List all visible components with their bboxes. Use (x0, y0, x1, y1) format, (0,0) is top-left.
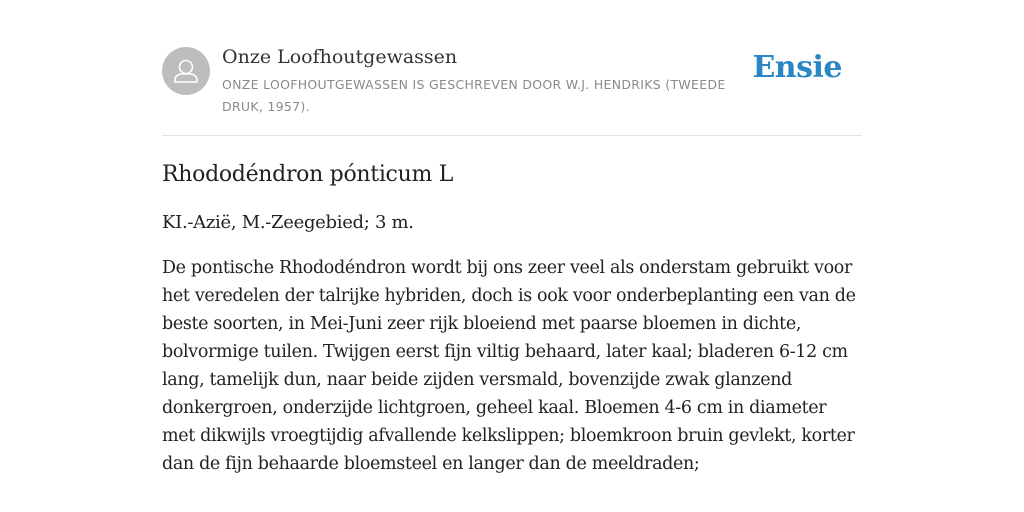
entry-distribution: KI.-Azië, M.-Zeegebied; 3 m. (162, 212, 414, 233)
source-header (162, 44, 862, 118)
ensie-logo-link[interactable]: Ensie (752, 50, 842, 85)
entry-title: Rhododéndron pónticum L (162, 162, 454, 187)
header-divider (162, 135, 862, 136)
source-title[interactable]: Onze Loofhoutgewassen (222, 46, 458, 68)
entry-body: De pontische Rhododéndron wordt bij ons zeer veel als onderstam gebruikt voor het veredelen der talrijke hybriden, doch is ook voor onderbeplanting een van de beste soorten, in Mei-Juni zeer rijk bloeiend met paarse bloemen in dichte, bolvormige tuilen. Twijgen eerst fijn viltig behaard, later kaal; bladeren 6-12 cm lang, tamelijk dun, naar beide zijden versmald, bovenzijde zwak glanzend donkergroen, onderzijde lichtgroen, geheel kaal. Bloemen 4-6 cm in diameter met dikwijls vroegtijdig afvallende kelkslippen; bloemkroon bruin gevlekt, korter dan de fijn behaarde bloemsteel en langer dan de meeldraden; (162, 258, 856, 474)
entry-article (162, 158, 862, 478)
user-avatar-icon[interactable] (162, 47, 210, 95)
source-description: ONZE LOOFHOUTGEWASSEN IS GESCHREVEN DOOR W.J. HENDRIKS (TWEEDE DRUK, 1957). (222, 77, 726, 114)
avatar-silhouette-icon (162, 47, 210, 95)
